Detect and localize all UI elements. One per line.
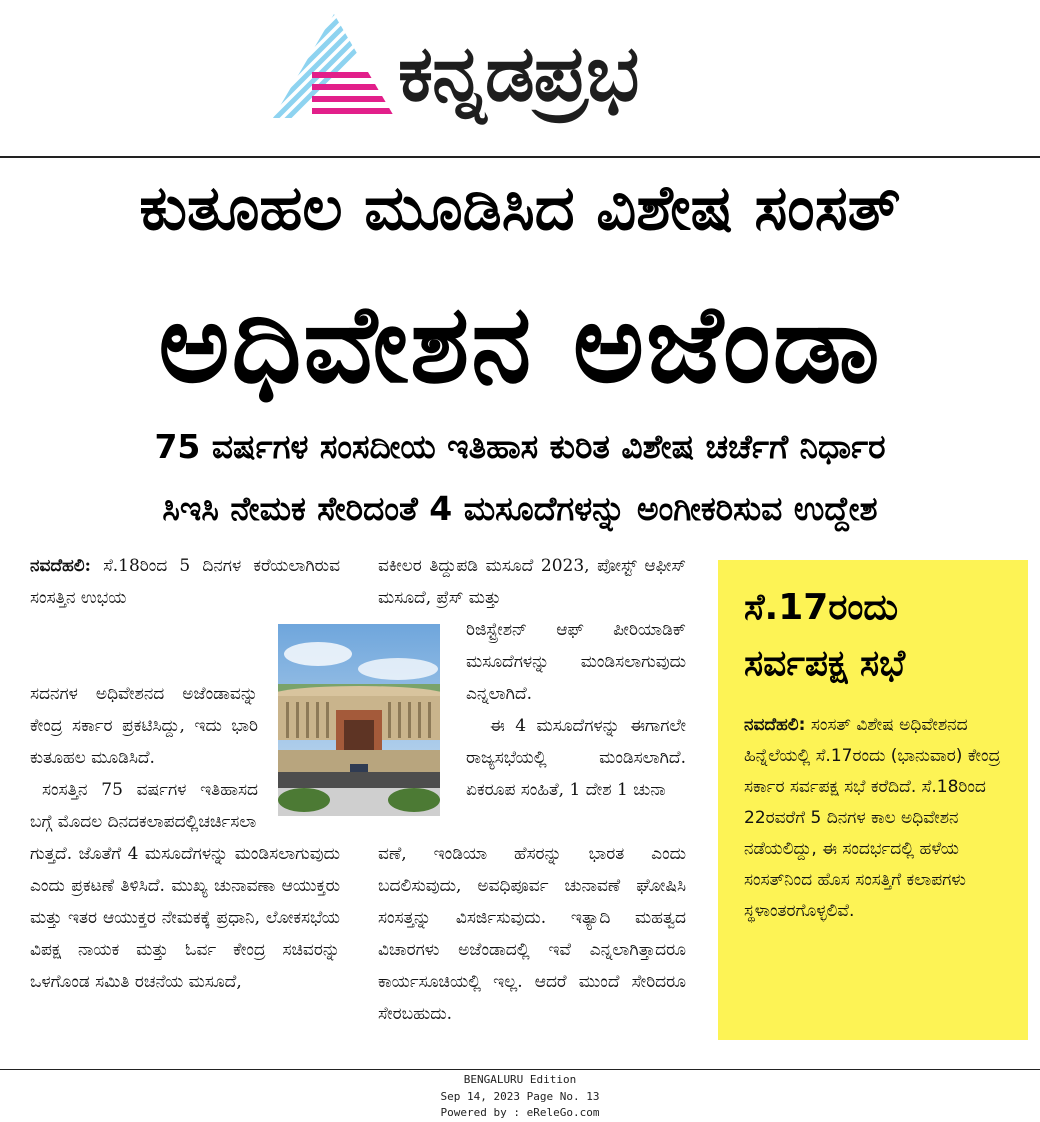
sidebar-body: ಸಂಸತ್ ವಿಶೇಷ ಅಧಿವೇಶನದ ಹಿನ್ನೆಲೆಯಲ್ಲಿ ಸೆ.17ರಂದು (ಭಾನುವಾರ) ಕೇಂದ್ರ ಸರ್ಕಾರ ಸರ್ವಪಕ್ಷ ಸಭೆ ಕರೆದಿದೆ. ಸೆ.18ರಿಂದ 22ರವರೆಗೆ 5 ದಿನಗಳ ಕಾಲ ಅಧಿವೇಶನ ನಡೆಯಲಿದ್ದು, ಈ ಸಂದರ್ಭದಲ್ಲಿ ಹಳೆಯ ಸಂಸತ್‌ನಿಂದ ಹೊಸ ಸಂಸತ್ತಿಗೆ ಕಲಾಪಗಳು ಸ್ಥಳಾಂತರಗೊಳ್ಳಲಿವೆ. <box>744 715 1001 921</box>
sidebar-heading-line-2: ಸರ್ವಪಕ್ಷ ಸಭೆ <box>744 643 906 684</box>
article-col1-bottom <box>30 838 340 998</box>
newspaper-title: ಕನ್ನಡಪ್ರಭ <box>398 29 639 119</box>
footer-edition: BENGALURU Edition <box>463 1073 577 1086</box>
footer-powered-by: Powered by : eReleGo.com <box>440 1106 600 1119</box>
article-col2-wrap <box>466 614 686 710</box>
sidebar-text <box>744 710 1014 927</box>
parliament-photo <box>278 624 440 816</box>
article-text: ಸೆ.18ರಿಂದ 5 ದಿನಗಳ ಕರೆಯಲಾಗಿರುವ ಸಂಸತ್ತಿನ ಉಭಯ <box>30 556 340 608</box>
article-dateline: ನವದೆಹಲಿ: <box>30 556 91 576</box>
footer-date-page: Sep 14, 2023 Page No. 13 <box>440 1090 600 1103</box>
subheadline-line-1: 75 ವರ್ಷಗಳ ಸಂಸದೀಯ ಇತಿಹಾಸ ಕುರಿತ ವಿಶೇಷ ಚರ್ಚೆಗೆ ನಿರ್ಧಾರ <box>154 427 886 466</box>
article-text: ಗುತ್ತದೆ. ಜೊತೆಗೆ 4 ಮಸೂದೆಗಳನ್ನು ಮಂಡಿಸಲಾಗುವುದು ಎಂದು ಪ್ರಕಟಣೆ ತಿಳಿಸಿದೆ. ಮುಖ್ಯ ಚುನಾವಣಾ ಆಯುಕ್ತರು ಮತ್ತು ಇತರ ಆಯುಕ್ತರ ನೇಮಕಕ್ಕೆ ಪ್ರಧಾನಿ, ಲೋಕಸಭೆಯ ವಿಪಕ್ಷ ನಾಯಕ ಮತ್ತು ಓರ್ವ ಕೇಂದ್ರ ಸಚಿವರನ್ನು ಒಳಗೊಂಡ ಸಮಿತಿ ರಚನೆಯ ಮಸೂದೆ, <box>30 844 340 992</box>
sidebar-dateline: ನವದೆಹಲಿ: <box>744 715 806 735</box>
article-col2-bottom <box>378 838 686 1030</box>
subheadline-line-2: ಸಿಇಸಿ ನೇಮಕ ಸೇರಿದಂತೆ 4 ಮಸೂದೆಗಳನ್ನು ಅಂಗೀಕರಿಸುವ ಉದ್ದೇಶ <box>162 489 878 528</box>
article-text: ಸಂಸತ್ತಿನ 75 ವರ್ಷಗಳ ಇತಿಹಾಸದ ಬಗ್ಗೆ ಮೊದಲ ದಿನದಕಲಾಪದಲ್ಲಿಚರ್ಚಿಸಲಾ <box>30 780 258 832</box>
article-col1-wrap <box>30 678 258 838</box>
headline-line-1: ಕುತೂಹಲ ಮೂಡಿಸಿದ ವಿಶೇಷ ಸಂಸತ್ <box>139 171 901 244</box>
footer-divider <box>0 1069 1040 1070</box>
article-text: ಸದನಗಳ ಅಧಿವೇಶನದ ಅಜೆಂಡಾವನ್ನು ಕೇಂದ್ರ ಸರ್ಕಾರ ಪ್ರಕಟಿಸಿದ್ದು, ಇದು ಭಾರಿ ಕುತೂಹಲ ಮೂಡಿಸಿದೆ. <box>30 684 258 768</box>
article-text: ವಕೀಲರ ತಿದ್ದುಪಡಿ ಮಸೂದೆ 2023, ಪೋಸ್ಟ್ ಆಫೀಸ್ ಮಸೂದೆ, ಪ್ರೆಸ್ ಮತ್ತು <box>378 556 686 608</box>
article-text: ರಿಜಿಸ್ಟ್ರೇಶನ್ ಆಫ್ ಪೀರಿಯಾಡಿಕ್ ಮಸೂದೆಗಳನ್ನು ಮಂಡಿಸಲಾಗುವುದು ಎನ್ನಲಾಗಿದೆ. <box>466 620 686 704</box>
masthead-divider <box>0 156 1040 158</box>
article-col1-top <box>30 550 340 614</box>
article-col2-wrap-2 <box>466 710 686 806</box>
headline-line-2: ಅಧಿವೇಶನ ಅಜೆಂಡಾ <box>158 282 882 407</box>
article-text: ಈ 4 ಮಸೂದೆಗಳನ್ನು ಈಗಾಗಲೇ ರಾಜ್ಯಸಭೆಯಲ್ಲಿ ಮಂಡಿಸಲಾಗಿದೆ. ಏಕರೂಪ ಸಂಹಿತೆ, 1 ದೇಶ 1 ಚುನಾ <box>466 716 686 800</box>
article-col2-top <box>378 550 686 614</box>
sidebar-box <box>718 560 1028 1040</box>
triangle-stripes-icon <box>272 12 397 120</box>
sidebar-heading-line-1: ಸೆ.17ರಂದು <box>744 587 899 628</box>
sidebar-heading <box>744 580 1024 692</box>
masthead <box>0 0 1040 156</box>
article-text: ವಣೆ, ಇಂಡಿಯಾ ಹೆಸರನ್ನು ಭಾರತ ಎಂದು ಬದಲಿಸುವುದು, ಅವಧಿಪೂರ್ವ ಚುನಾವಣೆ ಘೋಷಿಸಿ ಸಂಸತ್ತನ್ನು ವಿಸರ್ಜಿಸುವುದು. ಇತ್ಯಾದಿ ಮಹತ್ವದ ವಿಚಾರಗಳು ಅಜೆಂಡಾದಲ್ಲಿ ಇವೆ ಎನ್ನಲಾಗಿತ್ತಾದರೂ ಕಾರ್ಯಸೂಚಿಯಲ್ಲಿ ಇಲ್ಲ. ಆದರೆ ಮುಂದೆ ಸೇರಿದರೂ ಸೇರಬಹುದು. <box>378 844 686 1024</box>
